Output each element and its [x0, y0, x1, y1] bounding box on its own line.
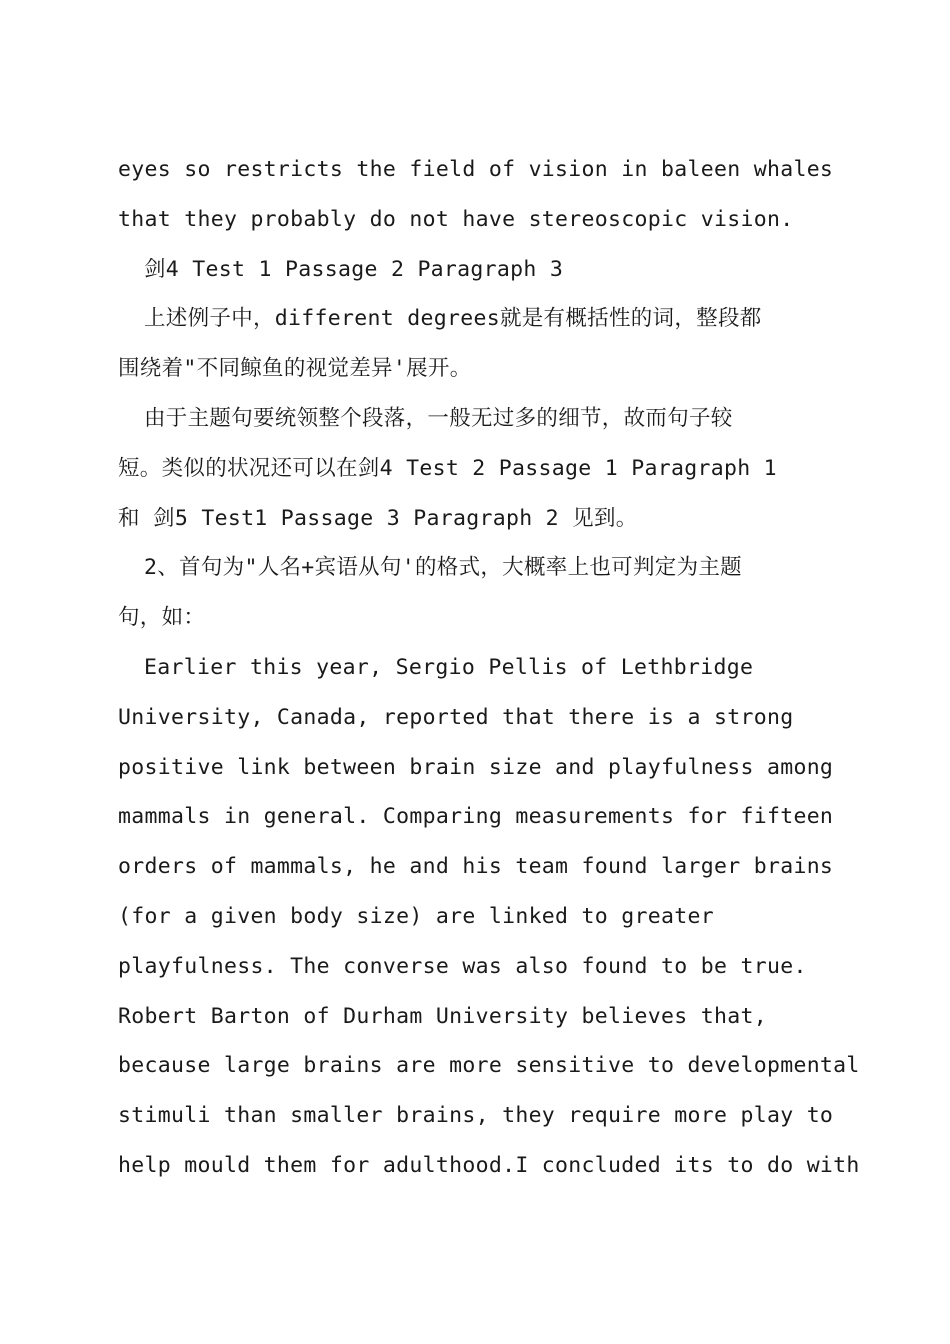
source-reference: 剑4 Test 1 Passage 2 Paragraph 3 [144, 256, 564, 282]
text-line: 由于主题句要统领整个段落，一般无过多的细节，故而句子较 [144, 405, 733, 431]
example-paragraph-line: University, Canada, reported that there is a strong [118, 704, 794, 730]
text-line: 和 剑5 Test1 Passage 3 Paragraph 2 见到。 [118, 505, 638, 531]
example-paragraph-line: because large brains are more sensitive to developmental [118, 1053, 860, 1079]
example-paragraph-line: Robert Barton of Durham University believes that, [118, 1003, 767, 1029]
text-line: eyes so restricts the field of vision in baleen whales [118, 157, 834, 182]
example-paragraph-line: (for a given body size) are linked to greater [118, 903, 714, 929]
example-paragraph-line: mammals in general. Comparing measurements for fifteen [118, 804, 834, 830]
example-paragraph-line: playfulness. The converse was also found to be true. [118, 953, 807, 979]
text-line: 句，如： [118, 605, 206, 631]
example-paragraph-line: positive link between brain size and playfulness among [118, 754, 834, 780]
text-line: 2、首句为"人名+宾语从句'的格式，大概率上也可判定为主题 [144, 555, 742, 581]
text-line: 围绕着"不同鲸鱼的视觉差异'展开。 [118, 356, 472, 382]
text-line: that they probably do not have stereoscopic vision. [118, 206, 794, 232]
example-paragraph-line: help mould them for adulthood.I concluded its to do with [118, 1152, 860, 1178]
document-body [118, 145, 860, 1191]
example-paragraph-line: stimuli than smaller brains, they require more play to [118, 1103, 834, 1129]
example-paragraph-line: Earlier this year, Sergio Pellis of Lethbridge [144, 654, 754, 680]
text-line: 短。类似的状况还可以在剑4 Test 2 Passage 1 Paragraph 1 [118, 455, 777, 481]
example-paragraph-line: orders of mammals, he and his team found larger brains [118, 854, 834, 880]
text-line: 上述例子中，different degrees就是有概括性的词，整段都 [144, 306, 762, 332]
